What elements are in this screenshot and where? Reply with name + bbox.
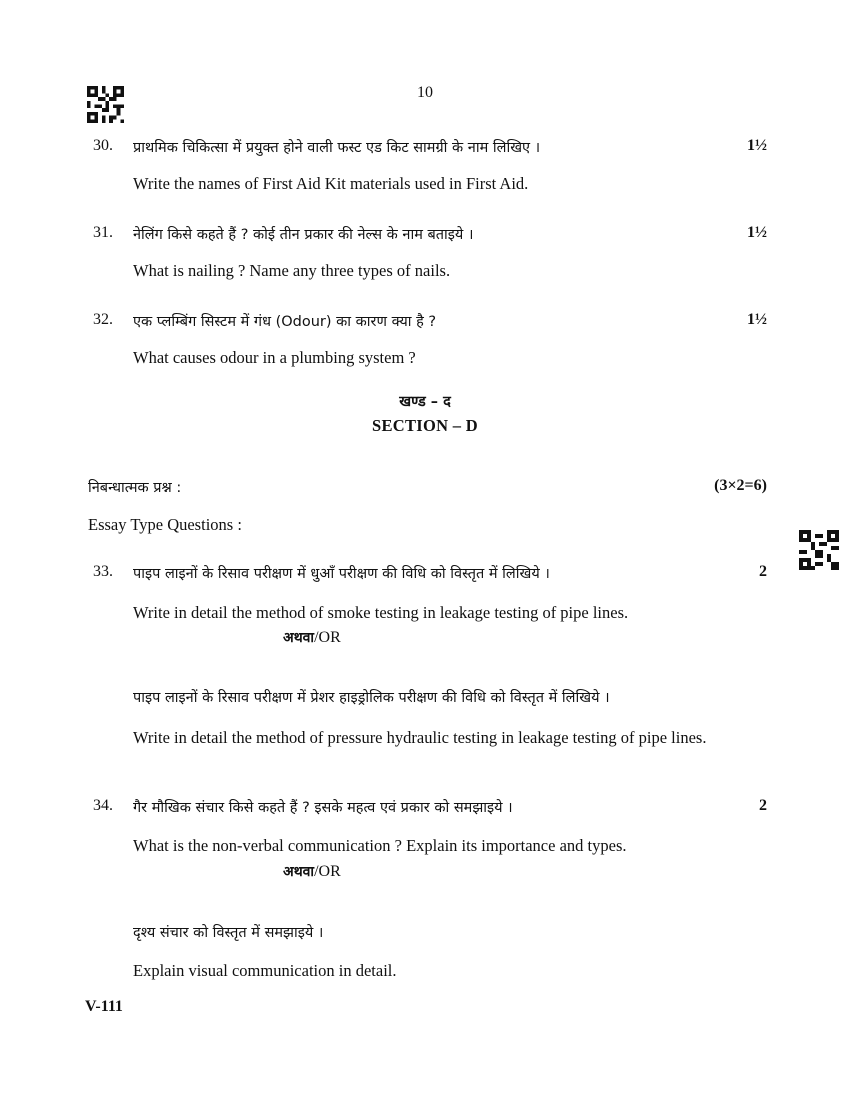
question-32-marks: 1½	[747, 311, 767, 328]
essay-total-marks: (3×2=6)	[714, 477, 767, 494]
question-34-english: What is the non-verbal communication ? Explain its importance and types.	[133, 836, 627, 855]
paper-code: V-111	[85, 998, 123, 1015]
or-separator: अथवा/OR	[283, 863, 341, 880]
qr-code-side-icon	[799, 530, 839, 570]
section-heading-hindi: खण्ड – द	[399, 394, 451, 410]
page-number: 10	[417, 84, 433, 101]
question-33-hindi: पाइप लाइनों के रिसाव परीक्षण में धुआँ परीक्षण की विधि को विस्तृत में लिखिये ।	[133, 566, 550, 582]
question-34-marks: 2	[759, 797, 767, 814]
or-separator: अथवा/OR	[283, 629, 341, 646]
essay-label-english: Essay Type Questions :	[88, 515, 242, 534]
question-33-marks: 2	[759, 563, 767, 580]
question-34-alt-english: Explain visual communication in detail.	[133, 961, 397, 980]
question-30-english: Write the names of First Aid Kit materials used in First Aid.	[133, 174, 529, 193]
question-30-marks: 1½	[747, 137, 767, 154]
question-number: 33.	[93, 563, 113, 580]
question-34-alt-hindi: दृश्य संचार को विस्तृत में समझाइये ।	[133, 925, 324, 941]
essay-label-hindi: निबन्धात्मक प्रश्न :	[88, 480, 182, 496]
question-number: 31.	[93, 224, 113, 241]
question-31-english: What is nailing ? Name any three types of nails.	[133, 261, 451, 280]
question-31-hindi: नेलिंग किसे कहते हैं ? कोई तीन प्रकार की नेल्स के नाम बताइये ।	[133, 227, 474, 243]
question-number: 34.	[93, 797, 113, 814]
question-31-marks: 1½	[747, 224, 767, 241]
question-number: 32.	[93, 311, 113, 328]
question-32-hindi: एक प्लम्बिंग सिस्टम में गंध (Odour) का कारण क्या है ?	[133, 314, 437, 330]
question-number: 30.	[93, 137, 113, 154]
question-34-hindi: गैर मौखिक संचार किसे कहते हैं ? इसके महत्व एवं प्रकार को समझाइये ।	[133, 800, 513, 816]
question-33-alt-hindi: पाइप लाइनों के रिसाव परीक्षण में प्रेशर हाइड्रोलिक परीक्षण की विधि को विस्तृत में लिखिये ।	[133, 690, 610, 706]
question-30-hindi: प्राथमिक चिकित्सा में प्रयुक्त होने वाली फस्ट एड किट सामग्री के नाम लिखिए ।	[133, 140, 541, 156]
section-heading: SECTION – D	[372, 416, 478, 435]
question-32-english: What causes odour in a plumbing system ?	[133, 348, 416, 367]
question-33-english: Write in detail the method of smoke testing in leakage testing of pipe lines.	[133, 603, 629, 622]
question-33-alt-english: Write in detail the method of pressure hydraulic testing in leakage testing of pipe lines.	[133, 728, 707, 747]
